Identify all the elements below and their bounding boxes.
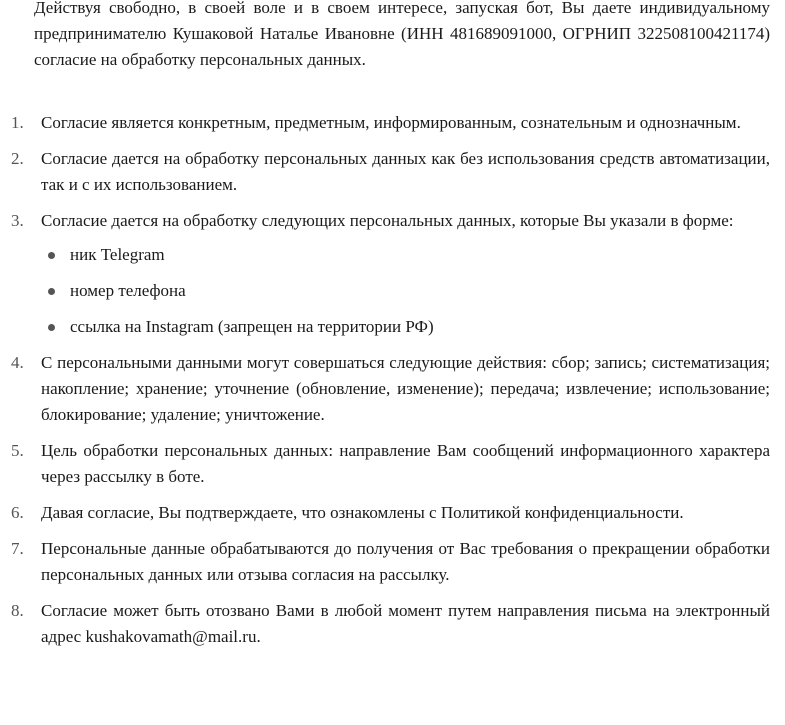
list-item-3 [0, 208, 770, 340]
list-item-4 [0, 350, 770, 428]
item-number: 5. [11, 441, 24, 460]
item-text: С персональными данными могут совершаться следующие действия: сбор; запись; систематизация; накопление; хранение; уточнение (обновление, изменение); передача; извлечение; использование; блокирование; удаление; уничтожение. [41, 353, 770, 424]
item-number: 6. [11, 503, 24, 522]
intro-paragraph: Действуя свободно, в своей воле и в своем интересе, запуская бот, Вы даете индивидуальному предпринимателю Кушаковой Наталье Ивановне (ИНН 481689091000, ОГРНИП 322508100421174) согласие на обработку персональных данных. [34, 0, 770, 69]
bullet-item-telegram [41, 242, 770, 268]
list-item-7 [0, 536, 770, 588]
item-number: 2. [11, 149, 24, 168]
list-item-1 [0, 110, 770, 136]
bullet-item-instagram [41, 314, 770, 340]
item-number: 8. [11, 601, 24, 620]
item-number: 7. [11, 539, 24, 558]
list-item-6 [0, 500, 770, 526]
item-text: Давая согласие, Вы подтверждаете, что ознакомлены с Политикой конфиденциальности. [41, 503, 684, 522]
item-text: Согласие является конкретным, предметным, информированным, сознательным и однозначным. [41, 113, 741, 132]
bullet-dot-icon [48, 288, 55, 295]
item-text: Согласие дается на обработку персональных данных как без использования средств автоматизации, так и с их использованием. [41, 149, 770, 194]
bullet-dot-icon [48, 252, 55, 259]
bullet-text: номер телефона [70, 281, 186, 300]
item-number: 4. [11, 353, 24, 372]
item-text: Персональные данные обрабатываются до получения от Вас требования о прекращении обработки персональных данных или отзыва согласия на рассылку. [41, 539, 770, 584]
bullet-text: ник Telegram [70, 245, 165, 264]
item-text: Цель обработки персональных данных: направление Вам сообщений информационного характера через рассылку в боте. [41, 441, 770, 486]
consent-terms-list [0, 110, 785, 660]
list-item-8 [0, 598, 770, 650]
item-text: Согласие может быть отозвано Вами в любой момент путем направления письма на электронный адрес kushakovamath@mail.ru. [41, 601, 770, 646]
list-item-5 [0, 438, 770, 490]
bullet-item-phone [41, 278, 770, 304]
item-number: 3. [11, 211, 24, 230]
bullet-dot-icon [48, 324, 55, 331]
personal-data-bullet-list [41, 242, 770, 340]
list-item-2 [0, 146, 770, 198]
item-number: 1. [11, 113, 24, 132]
bullet-text: ссылка на Instagram (запрещен на территории РФ) [70, 317, 434, 336]
item-text: Согласие дается на обработку следующих персональных данных, которые Вы указали в форме: [41, 211, 734, 230]
